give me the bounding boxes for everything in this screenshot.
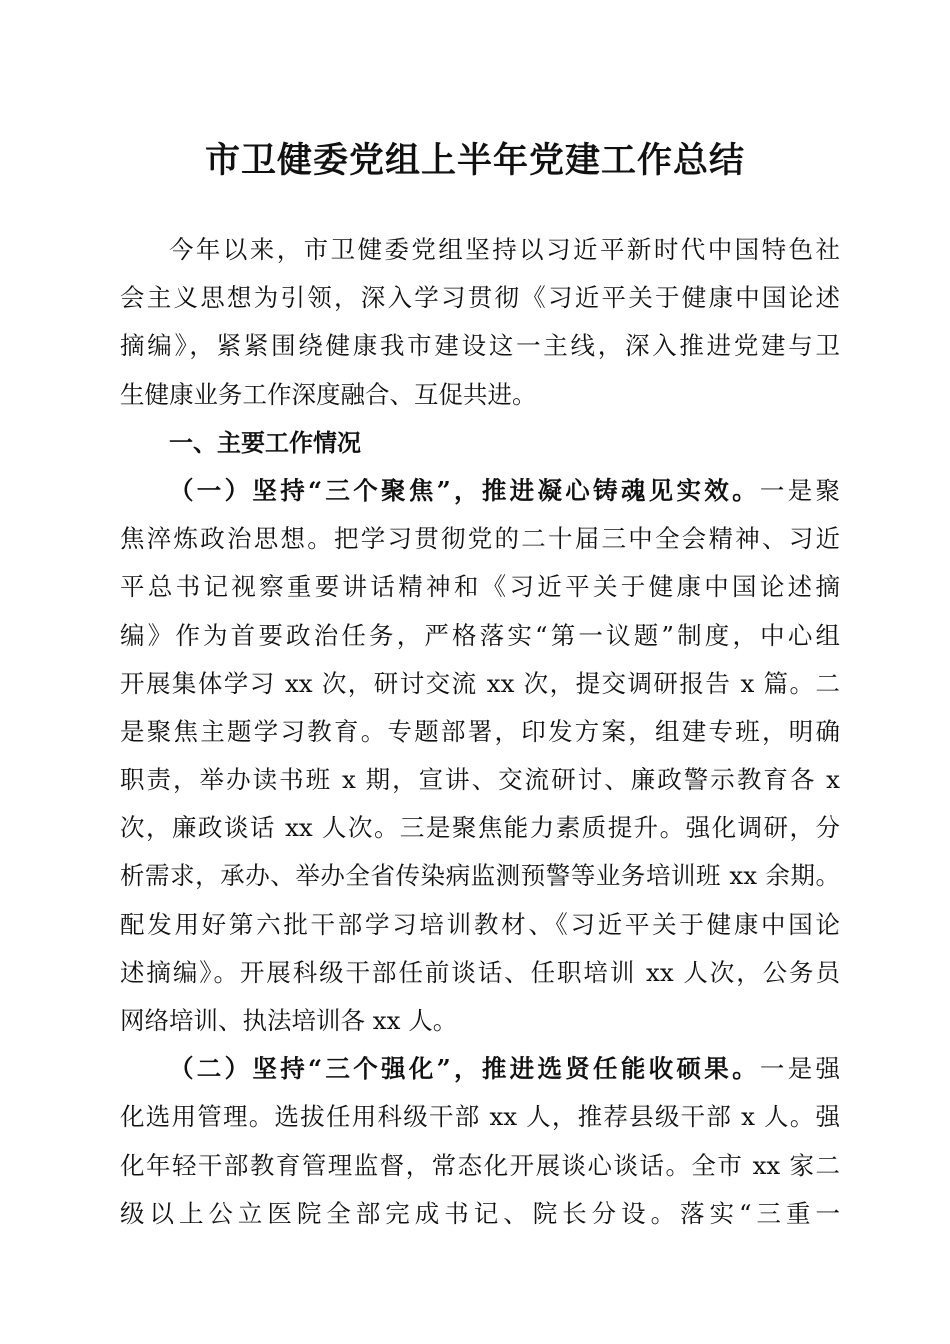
paragraph-line: 开展集体学习 xx 次，研讨交流 xx 次，提交调研报告 x 篇。二 [120, 668, 840, 698]
paragraph-line: 网络培训、执法培训各 xx 人。 [120, 1006, 458, 1035]
paragraph-lead: （一）坚持“三个聚焦”，推进凝心铸魂见实效。 [169, 475, 760, 505]
paragraph-line: 化年轻干部教育管理监督，常态化开展谈心谈话。全市 xx 家二 [120, 1150, 840, 1180]
paragraph-line: 焦淬炼政治思想。把学习贯彻党的二十届三中全会精神、习近 [120, 524, 840, 554]
intro-line: 摘编》，紧紧围绕健康我市建设这一主线，深入推进党建与卫 [120, 331, 840, 361]
paragraph-line: 析需求，承办、举办全省传染病监测预警等业务培训班 xx 余期。 [120, 861, 840, 891]
paragraph-1 [120, 467, 840, 1045]
paragraph-lead: （二）坚持“三个强化”，推进选贤任能收硕果。 [169, 1054, 760, 1084]
paragraph-line: 次，廉政谈话 xx 人次。三是聚焦能力素质提升。强化调研，分 [120, 813, 840, 843]
paragraph-line: 配发用好第六批干部学习培训教材、《习近平关于健康中国论 [120, 909, 840, 939]
paragraph-line: 级以上公立医院全部完成书记、院长分设。落实“三重一 [120, 1198, 840, 1228]
paragraph-line: 述摘编》。开展科级干部任前谈话、任职培训 xx 人次，公务员 [120, 957, 840, 987]
paragraph-text: 一是强 [759, 1054, 840, 1084]
paragraph-line: 职责，举办读书班 x 期，宣讲、交流研讨、廉政警示教育各 x [120, 765, 840, 795]
paragraph-2 [120, 1045, 840, 1238]
paragraph-line: 是聚焦主题学习教育。专题部署，印发方案，组建专班，明确 [120, 716, 840, 746]
paragraph-line [120, 467, 840, 515]
paragraph-line [120, 1045, 840, 1093]
paragraph-line: 平总书记视察重要讲话精神和《习近平关于健康中国论述摘 [120, 572, 840, 602]
intro-paragraph [120, 226, 840, 419]
document-body [120, 226, 840, 1238]
paragraph-line: 编》作为首要政治任务，严格落实“第一议题”制度，中心组 [120, 620, 840, 650]
section-heading: 一、主要工作情况 [169, 428, 361, 457]
document-title: 市卫健委党组上半年党建工作总结 [204, 140, 745, 181]
intro-line: 生健康业务工作深度融合、互促共进。 [120, 379, 537, 409]
intro-line: 今年以来，市卫健委党组坚持以习近平新时代中国特色社 [169, 235, 840, 264]
section-heading-paragraph [120, 419, 840, 467]
intro-line: 会主义思想为引领，深入学习贯彻《习近平关于健康中国论述 [120, 283, 840, 313]
paragraph-line: 化选用管理。选拔任用科级干部 xx 人，推荐县级干部 x 人。强 [120, 1102, 840, 1132]
paragraph-text: 一是聚 [759, 475, 840, 505]
